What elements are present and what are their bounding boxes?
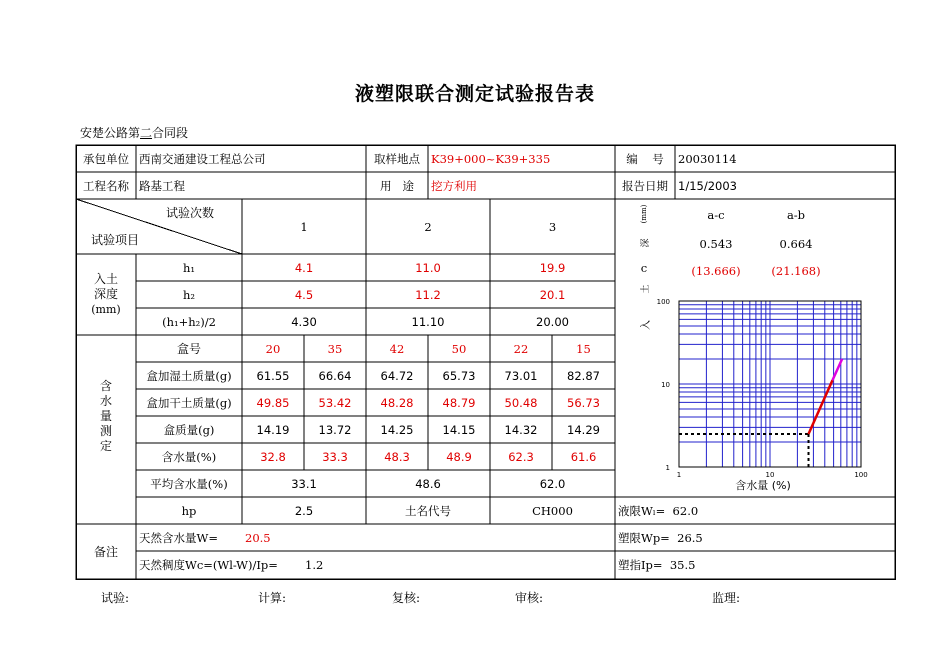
moisture-row-label: 盒加干土质量(g) xyxy=(146,395,232,410)
moisture-cell: 14.15 xyxy=(442,422,476,437)
moisture-row-label: 盒质量(g) xyxy=(163,422,215,437)
penetration-label-3: (mm) xyxy=(91,303,121,316)
side-label-bot: 土 xyxy=(640,284,651,294)
regression-header-b: a-b xyxy=(786,208,806,222)
moisture-cell: 48.9 xyxy=(446,449,472,464)
moisture-cell: 15 xyxy=(576,341,591,356)
avg-depth-trial-1: 4.30 xyxy=(291,314,317,329)
contractor-value: 西南交通建设工程总公司 xyxy=(139,151,266,166)
moisture-cell: 73.01 xyxy=(504,368,538,383)
avg-depth-trial-3: 20.00 xyxy=(536,314,569,329)
moisture-label-5: 定 xyxy=(99,438,112,453)
moisture-row-label: 盒号 xyxy=(176,342,201,356)
avg-depth-trial-2: 11.10 xyxy=(411,314,445,329)
avg-moisture-trial-3: 62.0 xyxy=(539,476,566,491)
natural-moisture-label: 天然含水量W= xyxy=(139,530,218,545)
penetration-label-2: 深度 xyxy=(93,287,118,301)
moisture-cell: 50 xyxy=(451,341,467,356)
number-label: 编 号 xyxy=(626,151,664,166)
h1-trial-1: 4.1 xyxy=(294,260,314,275)
liquid-plastic-limit-chart xyxy=(615,290,895,495)
location-value: K39+000~K39+335 xyxy=(431,151,551,166)
regression-intercept-b: (21.168) xyxy=(771,264,821,278)
trial-1-header: 1 xyxy=(300,219,308,234)
project-value: 路基工程 xyxy=(139,178,185,193)
date-label: 报告日期 xyxy=(622,178,668,193)
location-label: 取样地点 xyxy=(374,151,420,166)
regression-intercept-a: (13.666) xyxy=(691,264,741,278)
moisture-cell: 48.28 xyxy=(380,395,414,410)
moisture-row-label: 盒加湿土质量(g) xyxy=(146,368,232,383)
x-tick-label: 1 xyxy=(676,471,682,479)
y-tick-label: 100 xyxy=(656,298,670,306)
sign-calc: 计算: xyxy=(258,591,287,605)
moisture-cell: 14.25 xyxy=(380,422,414,437)
moisture-cell: 20 xyxy=(265,341,281,356)
h2-trial-2: 11.2 xyxy=(415,287,441,302)
project-label: 工程名称 xyxy=(83,178,129,193)
regression-header-a: a-c xyxy=(707,208,725,222)
h1-trial-3: 19.9 xyxy=(539,260,566,275)
test-item-label: 试验项目 xyxy=(90,232,139,247)
consistency-value: 1.2 xyxy=(305,558,324,572)
moisture-cell: 56.73 xyxy=(567,395,600,410)
moisture-cell: 82.87 xyxy=(567,368,600,383)
trial-count-label: 试验次数 xyxy=(165,205,214,220)
moisture-cell: 14.19 xyxy=(256,422,290,437)
side-label-top: (mm) xyxy=(640,204,648,224)
y-tick-label: 1 xyxy=(665,464,670,472)
series-line-a-c xyxy=(809,380,833,434)
number-value: 20030114 xyxy=(678,151,737,166)
notes-label: 备注 xyxy=(93,545,118,559)
avg-moisture-trial-1: 33.1 xyxy=(291,476,317,491)
y-tick-label: 10 xyxy=(661,381,670,389)
moisture-cell: 42 xyxy=(389,341,405,356)
usage-label: 用 途 xyxy=(380,178,414,193)
moisture-cell: 49.85 xyxy=(256,395,290,410)
avg-moisture-label: 平均含水量(%) xyxy=(150,476,228,491)
hp-label: hp xyxy=(181,503,197,518)
moisture-cell: 61.55 xyxy=(256,368,290,383)
x-tick-label: 10 xyxy=(765,471,775,479)
h2-trial-1: 4.5 xyxy=(294,287,314,302)
sign-test: 试验: xyxy=(101,591,130,605)
sign-review: 复核: xyxy=(392,591,421,605)
moisture-cell: 14.29 xyxy=(567,422,600,437)
sign-supervise: 监理: xyxy=(712,591,741,605)
natural-moisture-value: 20.5 xyxy=(245,530,271,545)
moisture-cell: 64.72 xyxy=(380,368,414,383)
moisture-label-4: 测 xyxy=(99,423,112,438)
plastic-limit: 塑限Wp= 26.5 xyxy=(618,530,703,545)
moisture-cell: 53.42 xyxy=(318,395,352,410)
hp-value: 2.5 xyxy=(294,503,314,518)
moisture-cell: 48.79 xyxy=(442,395,476,410)
moisture-cell: 32.8 xyxy=(260,449,286,464)
regression-slope-a: 0.543 xyxy=(699,237,733,251)
moisture-cell: 61.6 xyxy=(570,449,597,464)
moisture-cell: 33.3 xyxy=(322,449,348,464)
consistency-label: 天然稠度Wc=(Wl-W)/Ip= xyxy=(139,558,278,572)
avg-moisture-trial-2: 48.6 xyxy=(415,476,441,491)
regression-slope-b: 0.664 xyxy=(779,237,813,251)
moisture-row-label: 含水量(%) xyxy=(161,449,217,464)
page-title: 液塑限联合测定试验报告表 xyxy=(354,83,595,105)
section-subtitle xyxy=(80,124,188,141)
moisture-cell: 62.3 xyxy=(508,449,534,464)
moisture-cell: 14.32 xyxy=(504,422,538,437)
h1-label: h₁ xyxy=(182,260,196,275)
signature-line xyxy=(0,589,950,605)
subtitle-suffix: 合同段 xyxy=(152,126,189,140)
avg-depth-label: (h₁+h₂)/2 xyxy=(162,314,216,329)
moisture-cell: 66.64 xyxy=(318,368,352,383)
trial-3-header: 3 xyxy=(548,219,557,234)
moisture-cell: 22 xyxy=(513,341,529,356)
penetration-label-1: 入土 xyxy=(93,272,118,286)
soil-code-value: CH000 xyxy=(532,503,573,518)
contractor-label: 承包单位 xyxy=(83,151,129,166)
plastic-index: 塑指Ip= 35.5 xyxy=(618,558,696,572)
moisture-cell: 65.73 xyxy=(442,368,476,383)
usage-value: 挖方利用 xyxy=(431,178,477,193)
moisture-label-2: 水 xyxy=(99,393,112,408)
date-value: 1/15/2003 xyxy=(678,178,737,193)
moisture-cell: 13.72 xyxy=(318,422,352,437)
moisture-label-3: 量 xyxy=(99,408,112,423)
h1-trial-2: 11.0 xyxy=(415,260,441,275)
moisture-cell: 35 xyxy=(327,341,343,356)
chart-x-axis-label: 含水量 (%) xyxy=(735,479,791,492)
liquid-limit: 液限Wₗ= 62.0 xyxy=(618,503,699,518)
regression-c-label: c xyxy=(640,261,648,275)
soil-code-label: 土名代号 xyxy=(405,503,451,518)
subtitle-section: 二 xyxy=(140,126,153,140)
subtitle-prefix: 安楚公路第 xyxy=(80,126,141,140)
side-label-mid: 深 xyxy=(640,238,651,248)
side-label-end: 入 xyxy=(640,320,652,330)
h2-trial-3: 20.1 xyxy=(539,287,566,302)
trial-2-header: 2 xyxy=(424,219,432,234)
x-tick-label: 100 xyxy=(854,471,868,479)
moisture-label-1: 含 xyxy=(99,378,112,393)
sign-audit: 审核: xyxy=(515,591,544,605)
moisture-cell: 48.3 xyxy=(384,449,410,464)
moisture-group-label xyxy=(76,335,136,497)
h2-label: h₂ xyxy=(182,287,196,302)
penetration-group-label xyxy=(76,254,136,335)
moisture-cell: 50.48 xyxy=(504,395,538,410)
